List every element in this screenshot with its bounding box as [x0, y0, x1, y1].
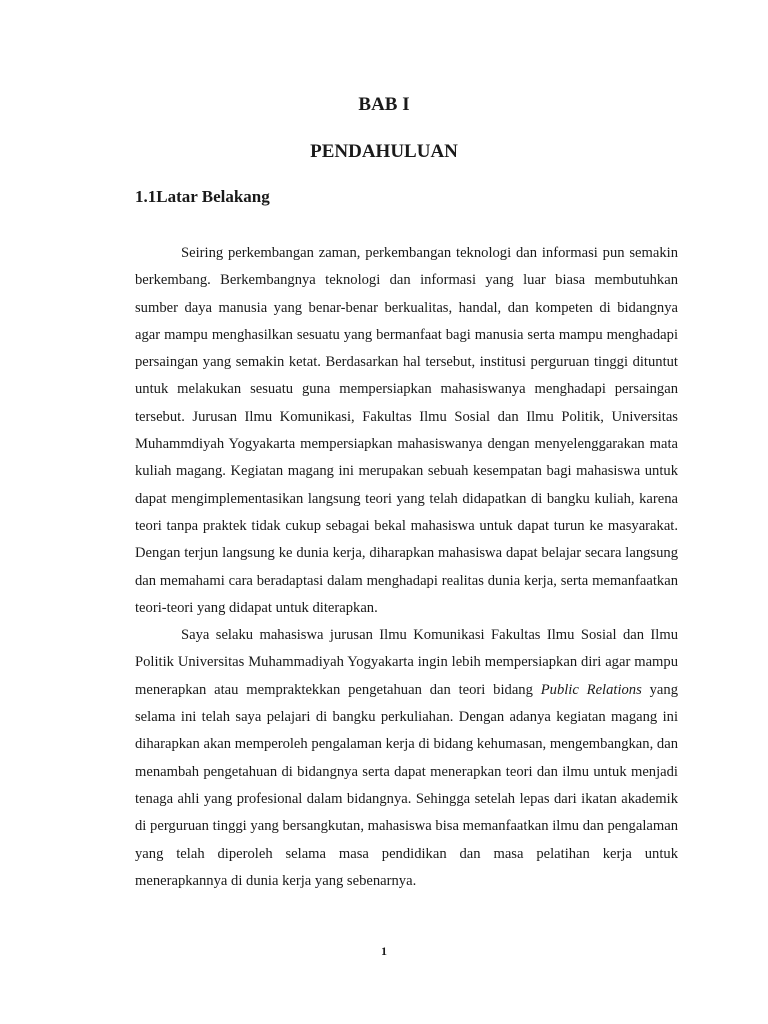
paragraph-2-text-start: Saya selaku mahasiswa jurusan Ilmu Komunikasi Fakultas Ilmu Sosial dan Ilmu Politik Universitas Muhammadiyah Yogyakarta ingin lebih mempersiapkan diri agar mampu menerapkan atau mempraktekkan pengetahuan dan teori bidang: [135, 627, 678, 698]
paragraph-2-text-end: yang selama ini telah saya pelajari di bangku perkuliahan. Dengan adanya kegiatan magang ini diharapkan akan memperoleh pengalaman kerja di bidang kehumasan, mengembangkan, dan menambah pengetahuan di bidangnya serta dapat menerapkan teori dan ilmu untuk menjadi tenaga ahli yang profesional dalam bidangnya. Sehingga setelah lepas dari ikatan akademik di perguruan tinggi yang bersangkutan, mahasiswa bisa memanfaatkan ilmu dan pengalaman yang telah diperoleh selama masa pendidikan dan masa pelatihan kerja untuk menerapkannya di dunia kerja yang sebenarnya.: [135, 681, 678, 889]
chapter-title: PENDAHULUAN: [310, 141, 458, 162]
paragraph-2: [135, 622, 678, 895]
page-number: 1: [381, 944, 387, 958]
section-heading: 1.1Latar Belakang: [135, 187, 270, 206]
body-text: [135, 240, 678, 895]
paragraph-1: Seiring perkembangan zaman, perkembangan teknologi dan informasi pun semakin berkembang. Berkembangnya teknologi dan informasi yang luar biasa membutuhkan sumber daya manusia yang benar-benar berkualitas, handal, dan kompeten di bidangnya agar mampu menghasilkan sesuatu yang bermanfaat bagi manusia serta mampu menghadapi persaingan yang semakin ketat. Berdasarkan hal tersebut, institusi perguruan tinggi dituntut untuk melakukan sesuatu guna mempersiapkan mahasiswanya menghadapi persaingan tersebut. Jurusan Ilmu Komunikasi, Fakultas Ilmu Sosial dan Ilmu Politik, Universitas Muhammdiyah Yogyakarta mempersiapkan mahasiswanya dengan menyelenggarakan mata kuliah magang. Kegiatan magang ini merupakan sebuah kesempatan bagi mahasiswa untuk dapat mengimplementasikan langsung teori yang telah didapatkan di bangku kuliah, karena teori tanpa praktek tidak cukup sebagai bekal mahasiswa untuk dapat turun ke masyarakat. Dengan terjun langsung ke dunia kerja, diharapkan mahasiswa dapat belajar secara langsung dan memahami cara beradaptasi dalam menghadapi realitas dunia kerja, serta memanfaatkan teori-teori yang didapat untuk diterapkan.: [135, 245, 678, 616]
paragraph-2-italic-term: Public Relations: [540, 681, 642, 698]
chapter-number: BAB I: [358, 94, 410, 115]
